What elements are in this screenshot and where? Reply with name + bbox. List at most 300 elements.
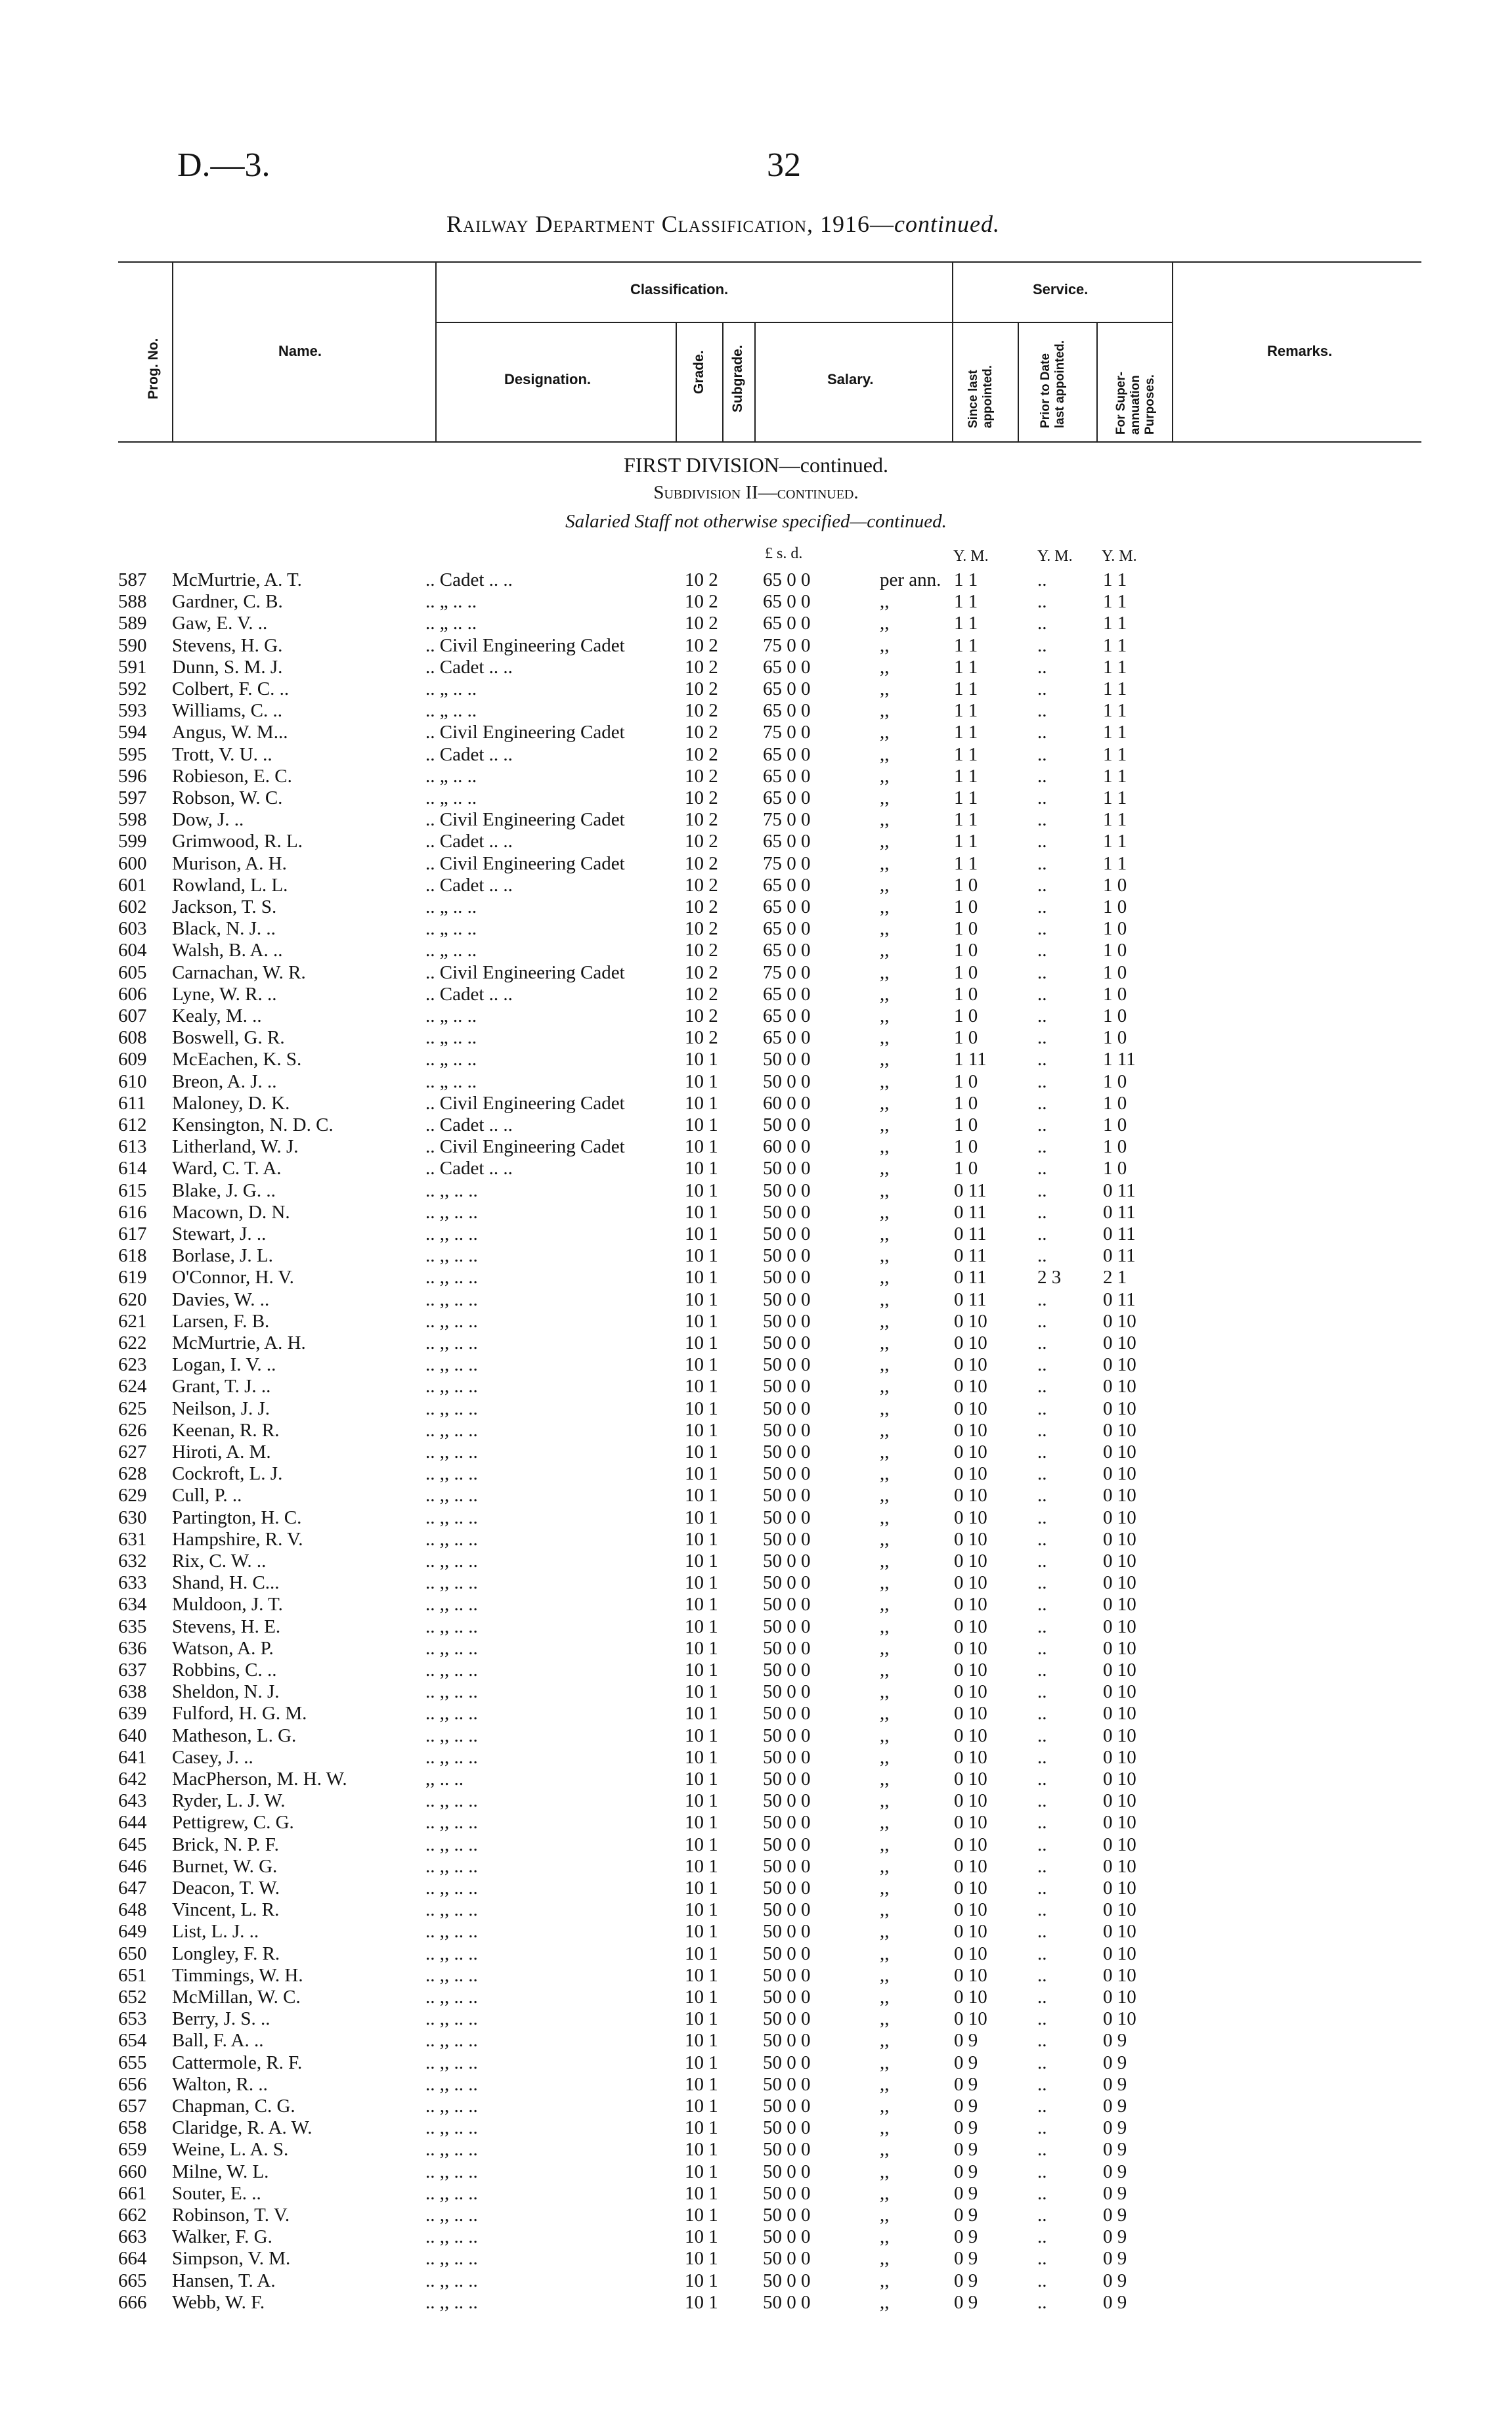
table-row	[0, 744, 1512, 765]
table-row	[0, 1878, 1512, 1899]
cell-designation: .. ,, .. ..	[425, 1223, 478, 1244]
cell-prior-to-date: ..	[1037, 787, 1047, 808]
cell-grade: 10 2	[685, 983, 718, 1005]
cell-since-last-appointed: 0 10	[954, 1594, 987, 1616]
cell-prior-to-date: ..	[1037, 1310, 1047, 1332]
cell-salary-period: ,,	[880, 1812, 890, 1834]
cell-prog-no: 651	[118, 1964, 147, 1986]
cell-superannuation: 1 1	[1103, 765, 1127, 787]
cell-superannuation: 0 10	[1103, 1594, 1136, 1616]
cell-salary: 50 0 0	[763, 2226, 811, 2248]
cell-salary-period: ,,	[880, 1158, 890, 1179]
cell-since-last-appointed: 0 9	[954, 2205, 978, 2226]
cell-superannuation: 1 0	[1103, 983, 1127, 1005]
cell-salary: 65 0 0	[763, 591, 811, 613]
cell-since-last-appointed: 0 11	[954, 1245, 987, 1267]
table-row	[0, 591, 1512, 612]
cell-superannuation: 1 1	[1103, 722, 1127, 743]
cell-grade: 10 2	[685, 961, 718, 983]
cell-since-last-appointed: 0 11	[954, 1267, 987, 1288]
cell-since-last-appointed: 0 10	[954, 1703, 987, 1725]
cell-name: Hansen, T. A.	[172, 2270, 276, 2291]
cell-designation: .. ,, .. ..	[425, 1485, 478, 1507]
table-row	[0, 1572, 1512, 1593]
cell-designation: .. ,, .. ..	[425, 1441, 478, 1463]
cell-prog-no: 633	[118, 1572, 147, 1594]
cell-grade: 10 2	[685, 700, 718, 722]
cell-grade: 10 1	[685, 1310, 718, 1332]
cell-name: Walton, R. ..	[172, 2073, 268, 2095]
cell-superannuation: 0 10	[1103, 1551, 1136, 1572]
cell-superannuation: 1 1	[1103, 809, 1127, 831]
cell-grade: 10 1	[685, 1070, 718, 1092]
cell-grade: 10 1	[685, 2096, 718, 2117]
cell-designation: .. ,, .. ..	[425, 1245, 478, 1267]
cell-name: Pettigrew, C. G.	[172, 1812, 294, 1834]
cell-superannuation: 0 10	[1103, 1725, 1136, 1746]
cell-prior-to-date: ..	[1037, 2096, 1047, 2117]
cell-prog-no: 630	[118, 1507, 147, 1528]
table-row	[0, 1114, 1512, 1135]
cell-salary-period: ,,	[880, 1616, 890, 1637]
cell-name: Ward, C. T. A.	[172, 1158, 282, 1179]
cell-grade: 10 1	[685, 1769, 718, 1790]
cell-designation: .. ,, .. ..	[425, 1551, 478, 1572]
cell-prog-no: 606	[118, 983, 147, 1005]
cell-name: Stevens, H. E.	[172, 1616, 281, 1637]
table-row	[0, 2030, 1512, 2051]
table-row	[0, 984, 1512, 1005]
header-top-rule	[118, 261, 1421, 263]
cell-salary-period: ,,	[880, 613, 890, 634]
cell-prior-to-date: ..	[1037, 1746, 1047, 1768]
cell-prior-to-date: ..	[1037, 2073, 1047, 2095]
cell-grade: 10 2	[685, 569, 718, 590]
cell-prog-no: 603	[118, 918, 147, 940]
cell-salary: 50 0 0	[763, 1834, 811, 1855]
cell-since-last-appointed: 1 1	[954, 852, 978, 874]
cell-prior-to-date: ..	[1037, 1725, 1047, 1746]
cell-designation: .. ,, .. ..	[425, 1812, 478, 1834]
cell-superannuation: 0 9	[1103, 2270, 1127, 2291]
cell-salary-period: ,,	[880, 1507, 890, 1528]
cell-prior-to-date: ..	[1037, 678, 1047, 699]
cell-salary: 65 0 0	[763, 613, 811, 634]
cell-designation: .. ,, .. ..	[425, 1397, 478, 1419]
cell-since-last-appointed: 1 1	[954, 613, 978, 634]
cell-grade: 10 1	[685, 1507, 718, 1528]
cell-prior-to-date: ..	[1037, 591, 1047, 613]
cell-salary: 50 0 0	[763, 1310, 811, 1332]
cell-designation: .. Cadet .. ..	[425, 743, 513, 765]
header-service: Service.	[1033, 281, 1089, 297]
table-row	[0, 918, 1512, 939]
cell-salary-period: ,,	[880, 634, 890, 656]
cell-name: Muldoon, J. T.	[172, 1594, 283, 1616]
cell-name: Trott, V. U. ..	[172, 743, 272, 765]
cell-grade: 10 1	[685, 1092, 718, 1114]
cell-designation: .. „ .. ..	[425, 591, 477, 613]
cell-prog-no: 617	[118, 1223, 147, 1244]
header-prior-to-date: Prior to Date last appointed.	[1039, 340, 1067, 428]
cell-superannuation: 0 10	[1103, 1878, 1136, 1899]
cell-salary-period: ,,	[880, 2248, 890, 2270]
cell-name: Keenan, R. R.	[172, 1419, 280, 1441]
cell-prog-no: 598	[118, 809, 147, 831]
cell-superannuation: 0 9	[1103, 2226, 1127, 2248]
cell-salary-period: ,,	[880, 2008, 890, 2030]
cell-grade: 10 1	[685, 1921, 718, 1943]
cell-prior-to-date: ..	[1037, 1987, 1047, 2008]
cell-superannuation: 0 10	[1103, 1463, 1136, 1485]
header-divider	[1018, 322, 1019, 442]
cell-salary-period: ,,	[880, 2030, 890, 2052]
table-row	[0, 1965, 1512, 1986]
cell-name: Borlase, J. L.	[172, 1245, 273, 1267]
cell-prior-to-date: ..	[1037, 2226, 1047, 2248]
cell-since-last-appointed: 0 10	[954, 1899, 987, 1921]
table-row	[0, 1507, 1512, 1528]
cell-name: MacPherson, M. H. W.	[172, 1769, 347, 1790]
cell-prog-no: 658	[118, 2117, 147, 2139]
cell-prior-to-date: ..	[1037, 1921, 1047, 1943]
cell-prog-no: 660	[118, 2161, 147, 2182]
cell-designation: .. Civil Engineering Cadet	[425, 1092, 625, 1114]
cell-superannuation: 1 0	[1103, 1158, 1127, 1179]
cell-salary: 65 0 0	[763, 940, 811, 961]
table-row	[0, 1005, 1512, 1026]
cell-prog-no: 653	[118, 2008, 147, 2030]
header-divider	[952, 261, 953, 442]
cell-designation: .. ,, .. ..	[425, 1681, 478, 1703]
cell-salary: 65 0 0	[763, 765, 811, 787]
header-remarks: Remarks.	[1267, 343, 1333, 359]
cell-superannuation: 0 9	[1103, 2182, 1127, 2204]
cell-salary-period: ,,	[880, 831, 890, 852]
cell-since-last-appointed: 1 0	[954, 1158, 978, 1179]
table-row	[0, 1790, 1512, 1811]
since-units: Y. M.	[953, 548, 989, 565]
cell-prior-to-date: ..	[1037, 1681, 1047, 1703]
cell-superannuation: 1 1	[1103, 852, 1127, 874]
cell-salary: 50 0 0	[763, 2161, 811, 2182]
cell-grade: 10 1	[685, 1746, 718, 1768]
cell-since-last-appointed: 0 10	[954, 1943, 987, 1964]
cell-grade: 10 1	[685, 1441, 718, 1463]
cell-superannuation: 1 0	[1103, 1005, 1127, 1026]
cell-salary: 50 0 0	[763, 1572, 811, 1594]
cell-superannuation: 0 10	[1103, 2008, 1136, 2030]
cell-superannuation: 0 10	[1103, 1703, 1136, 1725]
cell-prog-no: 618	[118, 1245, 147, 1267]
cell-name: Rix, C. W. ..	[172, 1551, 267, 1572]
cell-name: Fulford, H. G. M.	[172, 1703, 307, 1725]
cell-prog-no: 624	[118, 1376, 147, 1397]
cell-superannuation: 0 10	[1103, 1921, 1136, 1943]
cell-grade: 10 1	[685, 2248, 718, 2270]
cell-grade: 10 1	[685, 2117, 718, 2139]
division-heading: FIRST DIVISION—continued.	[624, 453, 888, 477]
cell-since-last-appointed: 1 0	[954, 1027, 978, 1049]
cell-prior-to-date: ..	[1037, 896, 1047, 917]
cell-name: Larsen, F. B.	[172, 1310, 270, 1332]
cell-name: Timmings, W. H.	[172, 1964, 303, 1986]
header-divider	[435, 261, 437, 442]
cell-grade: 10 2	[685, 896, 718, 917]
cell-prior-to-date: ..	[1037, 1855, 1047, 1877]
cell-designation: .. ,, .. ..	[425, 1703, 478, 1725]
cell-prior-to-date: ..	[1037, 1572, 1047, 1594]
cell-salary: 50 0 0	[763, 2205, 811, 2226]
cell-salary: 50 0 0	[763, 2248, 811, 2270]
cell-designation: .. ,, .. ..	[425, 1660, 478, 1681]
cell-name: Partington, H. C.	[172, 1507, 302, 1528]
cell-prog-no: 620	[118, 1288, 147, 1310]
cell-prog-no: 627	[118, 1441, 147, 1463]
cell-prog-no: 591	[118, 656, 147, 678]
cell-since-last-appointed: 1 1	[954, 809, 978, 831]
cell-prog-no: 613	[118, 1136, 147, 1158]
cell-salary: 50 0 0	[763, 1878, 811, 1899]
cell-prior-to-date: ..	[1037, 1899, 1047, 1921]
cell-prog-no: 622	[118, 1332, 147, 1353]
cell-designation: .. ,, .. ..	[425, 1179, 478, 1201]
cell-name: Robson, W. C.	[172, 787, 283, 808]
cell-salary-period: ,,	[880, 2226, 890, 2248]
cell-salary: 50 0 0	[763, 1267, 811, 1288]
cell-prior-to-date: ..	[1037, 1834, 1047, 1855]
cell-prog-no: 610	[118, 1070, 147, 1092]
cell-superannuation: 0 9	[1103, 2291, 1127, 2313]
cell-since-last-appointed: 0 10	[954, 1397, 987, 1419]
cell-since-last-appointed: 0 10	[954, 1921, 987, 1943]
cell-name: Cull, P. ..	[172, 1485, 242, 1507]
cell-salary-period: ,,	[880, 1441, 890, 1463]
cell-superannuation: 0 10	[1103, 1507, 1136, 1528]
cell-salary: 50 0 0	[763, 2270, 811, 2291]
cell-superannuation: 1 0	[1103, 940, 1127, 961]
cell-superannuation: 0 9	[1103, 2073, 1127, 2095]
cell-name: Souter, E. ..	[172, 2182, 261, 2204]
cell-since-last-appointed: 0 9	[954, 2139, 978, 2161]
cell-name: McEachen, K. S.	[172, 1049, 302, 1070]
cell-since-last-appointed: 1 0	[954, 983, 978, 1005]
cell-name: Matheson, L. G.	[172, 1725, 297, 1746]
cell-salary-period: ,,	[880, 700, 890, 722]
cell-since-last-appointed: 0 10	[954, 1551, 987, 1572]
cell-grade: 10 2	[685, 852, 718, 874]
cell-designation: .. ,, .. ..	[425, 1834, 478, 1855]
cell-name: McMurtrie, A. H.	[172, 1332, 306, 1353]
cell-grade: 10 2	[685, 809, 718, 831]
cell-grade: 10 2	[685, 634, 718, 656]
cell-prior-to-date: ..	[1037, 1964, 1047, 1986]
cell-salary: 50 0 0	[763, 1921, 811, 1943]
cell-since-last-appointed: 0 9	[954, 2248, 978, 2270]
title-main: Railway Department Classification, 1916—	[446, 211, 895, 237]
cell-since-last-appointed: 0 10	[954, 1878, 987, 1899]
cell-name: Neilson, J. J.	[172, 1397, 270, 1419]
cell-superannuation: 0 10	[1103, 1419, 1136, 1441]
cell-grade: 10 1	[685, 1878, 718, 1899]
cell-prior-to-date: ..	[1037, 1158, 1047, 1179]
cell-prior-to-date: ..	[1037, 1332, 1047, 1353]
cell-grade: 10 1	[685, 2270, 718, 2291]
cell-salary: 50 0 0	[763, 1397, 811, 1419]
cell-prior-to-date: ..	[1037, 1092, 1047, 1114]
cell-designation: .. „ .. ..	[425, 940, 477, 961]
cell-salary-period: ,,	[880, 1572, 890, 1594]
cell-salary-period: ,,	[880, 765, 890, 787]
cell-name: McMurtrie, A. T.	[172, 569, 302, 590]
cell-salary: 50 0 0	[763, 1551, 811, 1572]
cell-designation: .. ,, .. ..	[425, 1594, 478, 1616]
cell-superannuation: 1 0	[1103, 961, 1127, 983]
cell-superannuation: 0 10	[1103, 1987, 1136, 2008]
table-row	[0, 1332, 1512, 1353]
cell-designation: .. Civil Engineering Cadet	[425, 1136, 625, 1158]
cell-prog-no: 594	[118, 722, 147, 743]
cell-name: Brick, N. P. F.	[172, 1834, 279, 1855]
cell-salary-period: ,,	[880, 2096, 890, 2117]
cell-since-last-appointed: 0 10	[954, 1746, 987, 1768]
cell-name: Macown, D. N.	[172, 1201, 290, 1223]
cell-superannuation: 1 1	[1103, 831, 1127, 852]
cell-designation: .. ,, .. ..	[425, 2117, 478, 2139]
cell-salary-period: ,,	[880, 1921, 890, 1943]
cell-prog-no: 657	[118, 2096, 147, 2117]
cell-name: Burnet, W. G.	[172, 1855, 278, 1877]
cell-designation: .. „ .. ..	[425, 1070, 477, 1092]
cell-since-last-appointed: 1 1	[954, 569, 978, 590]
cell-prior-to-date: ..	[1037, 1245, 1047, 1267]
cell-prior-to-date: ..	[1037, 634, 1047, 656]
cell-superannuation: 1 0	[1103, 1092, 1127, 1114]
table-row	[0, 853, 1512, 874]
cell-name: O'Connor, H. V.	[172, 1267, 294, 1288]
cell-prog-no: 597	[118, 787, 147, 808]
cell-grade: 10 2	[685, 787, 718, 808]
cell-designation: .. ,, .. ..	[425, 2030, 478, 2052]
cell-designation: .. „ .. ..	[425, 918, 477, 940]
title-continued: continued.	[894, 211, 1000, 237]
cell-salary: 50 0 0	[763, 1616, 811, 1637]
cell-since-last-appointed: 0 9	[954, 2052, 978, 2073]
table-row	[0, 1180, 1512, 1201]
cell-since-last-appointed: 0 9	[954, 2096, 978, 2117]
cell-prog-no: 614	[118, 1158, 147, 1179]
cell-salary: 65 0 0	[763, 656, 811, 678]
cell-since-last-appointed: 0 10	[954, 1812, 987, 1834]
cell-salary-period: ,,	[880, 1070, 890, 1092]
cell-designation: .. ,, .. ..	[425, 1637, 478, 1659]
cell-salary-period: ,,	[880, 2117, 890, 2139]
table-row	[0, 1747, 1512, 1768]
cell-prior-to-date: ..	[1037, 1528, 1047, 1550]
cell-superannuation: 1 0	[1103, 874, 1127, 896]
cell-grade: 10 2	[685, 874, 718, 896]
cell-grade: 10 2	[685, 613, 718, 634]
cell-prior-to-date: ..	[1037, 1812, 1047, 1834]
cell-salary-period: ,,	[880, 1878, 890, 1899]
cell-superannuation: 1 0	[1103, 896, 1127, 917]
cell-salary: 50 0 0	[763, 1332, 811, 1353]
cell-prior-to-date: ..	[1037, 1660, 1047, 1681]
cell-salary: 50 0 0	[763, 1201, 811, 1223]
cell-salary-period: ,,	[880, 1267, 890, 1288]
cell-designation: .. „ .. ..	[425, 613, 477, 634]
page-title	[446, 210, 1000, 238]
cell-name: Berry, J. S. ..	[172, 2008, 270, 2030]
cell-superannuation: 1 1	[1103, 591, 1127, 613]
cell-salary: 50 0 0	[763, 2139, 811, 2161]
cell-name: Robinson, T. V.	[172, 2205, 290, 2226]
cell-prog-no: 596	[118, 765, 147, 787]
cell-superannuation: 0 10	[1103, 1746, 1136, 1768]
cell-salary-period: ,,	[880, 1637, 890, 1659]
table-row	[0, 1158, 1512, 1179]
super-units: Y. M.	[1102, 548, 1137, 565]
table-row	[0, 1049, 1512, 1070]
cell-prog-no: 599	[118, 831, 147, 852]
cell-prog-no: 664	[118, 2248, 147, 2270]
cell-salary: 50 0 0	[763, 1660, 811, 1681]
cell-name: Jackson, T. S.	[172, 896, 277, 917]
cell-designation: .. ,, .. ..	[425, 2096, 478, 2117]
cell-prior-to-date: ..	[1037, 2030, 1047, 2052]
cell-superannuation: 0 10	[1103, 1769, 1136, 1790]
cell-since-last-appointed: 0 10	[954, 1441, 987, 1463]
cell-prog-no: 621	[118, 1310, 147, 1332]
table-row	[0, 1136, 1512, 1157]
cell-name: Sheldon, N. J.	[172, 1681, 280, 1703]
cell-since-last-appointed: 0 10	[954, 1855, 987, 1877]
cell-grade: 10 1	[685, 1660, 718, 1681]
cell-since-last-appointed: 0 9	[954, 2161, 978, 2182]
cell-superannuation: 0 10	[1103, 1899, 1136, 1921]
cell-superannuation: 0 9	[1103, 2139, 1127, 2161]
cell-salary-period: ,,	[880, 1528, 890, 1550]
cell-since-last-appointed: 0 10	[954, 1310, 987, 1332]
cell-superannuation: 1 1	[1103, 743, 1127, 765]
cell-name: Colbert, F. C. ..	[172, 678, 290, 699]
cell-prog-no: 616	[118, 1201, 147, 1223]
cell-designation: .. „ .. ..	[425, 700, 477, 722]
cell-prog-no: 666	[118, 2291, 147, 2313]
cell-since-last-appointed: 0 10	[954, 1964, 987, 1986]
cell-name: Boswell, G. R.	[172, 1027, 285, 1049]
cell-since-last-appointed: 0 9	[954, 2182, 978, 2204]
cell-designation: .. ,, .. ..	[425, 1310, 478, 1332]
cell-name: Deacon, T. W.	[172, 1878, 280, 1899]
cell-prior-to-date: ..	[1037, 1288, 1047, 1310]
cell-prior-to-date: ..	[1037, 2117, 1047, 2139]
cell-grade: 10 1	[685, 1637, 718, 1659]
cell-since-last-appointed: 0 10	[954, 1354, 987, 1376]
cell-salary-period: ,,	[880, 1005, 890, 1026]
table-row	[0, 1245, 1512, 1266]
cell-grade: 10 1	[685, 2008, 718, 2030]
cell-since-last-appointed: 1 1	[954, 656, 978, 678]
cell-prog-no: 600	[118, 852, 147, 874]
cell-salary-period: ,,	[880, 2139, 890, 2161]
subdivision-heading: Subdivision II—continued.	[653, 482, 859, 503]
cell-salary: 65 0 0	[763, 1005, 811, 1026]
cell-grade: 10 1	[685, 1419, 718, 1441]
cell-prior-to-date: ..	[1037, 940, 1047, 961]
cell-designation: .. Cadet .. ..	[425, 983, 513, 1005]
cell-salary: 65 0 0	[763, 874, 811, 896]
